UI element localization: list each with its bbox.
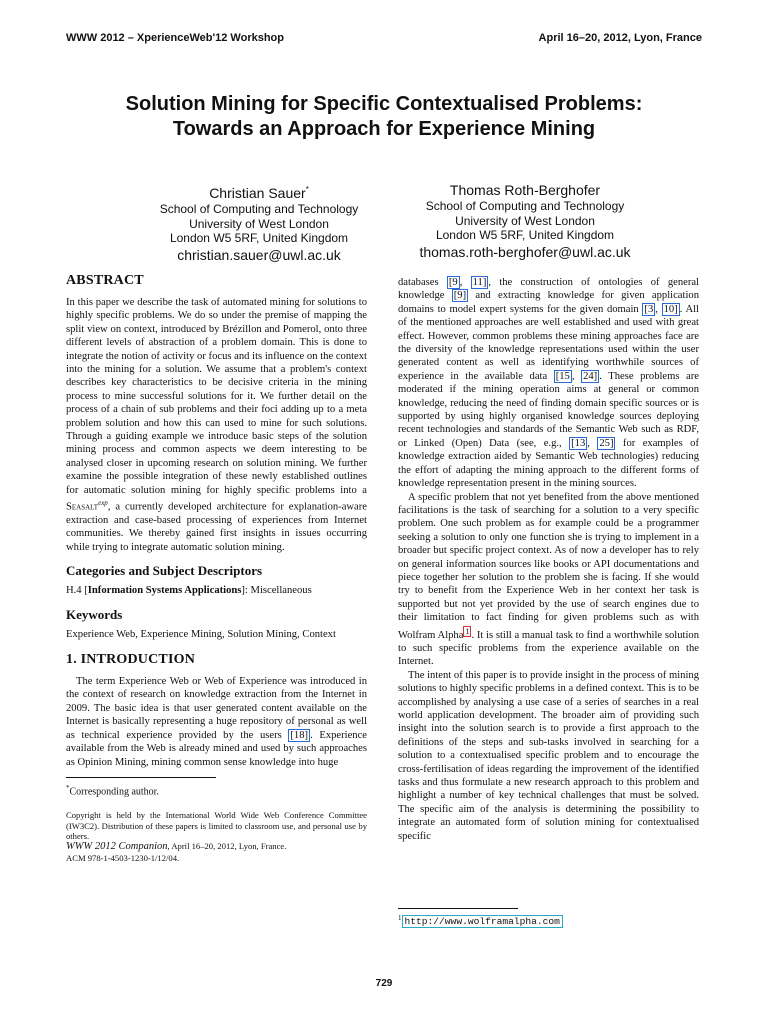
keywords-heading: Keywords [66,606,123,622]
author-block-2 [370,181,680,261]
author-university: University of West London [455,213,595,228]
title-line-1: Solution Mining for Specific Contextualised Problems: [125,93,643,115]
abstract-heading: ABSTRACT [66,273,144,288]
author-name: Thomas Roth-Berghofer [449,182,601,198]
categories-text: H.4 [Information Systems Applications]: Miscellaneous [66,585,312,597]
author-department: School of Computing and Technology [425,199,625,213]
page-number: 729 [375,978,393,989]
footnote-url-link[interactable]: http://www.wolframalpha.com [402,915,563,928]
citation-link[interactable]: [18] [290,729,309,741]
seasalt-name: Seasalt [66,501,99,513]
footnote-link[interactable]: 1 [465,626,470,636]
corresponding-mark: * [305,185,309,194]
author-block-1 [104,181,414,264]
footnote-right [398,908,699,928]
citation-link[interactable]: [3 [644,303,654,315]
footnote-rule [66,777,216,778]
abstract-paragraph: In this paper we describe the task of automated mining for solutions to highly specific problems. We do so under the premise of mapping the split view on context, introduced by Brézillon and Pomerol, onto three different levels of abstraction of a problem domain. This is done to integrate the notion of activity or focus and its influence on the context into the mining for a solution. We assume that a problem's context describes key characteristics to be decisive criteria in the mining process to mine successful solutions for it. We further detail on the process of a chain of sub problems and their foci adding up to a meta problem solution and how this can used to mine for such solutions. Through a guiding example we introduce basic steps of the solution mining process and common aspects we deem interesting to be analysed closer in upcoming research on solution mining. We further examine the possible integration of these newly established outlines for automatic solution mining for highly specific problems into a Seasalt$^{exp}$, a currently developed architecture for explanation-aware extraction and case-based processing of experiences from Internet communities. We thereby gained first insights in issues occurring while trying to integrate automatic solution mining. [66,297,367,553]
paper-title [40,92,728,142]
introduction-paragraph: The term Experience Web or Web of Experience was introduced in the context of research on knowledge extraction from the Internet in 2009. The basic idea is that user generated content available on the Internet is basically representing a huge repository of personal as well as technical experience provided by the users [18] . Experience available from the Web is already mined and used by such approaches as Opinion Mining, mining common sense knowledge into huge [66,676,367,768]
author-university: University of West London [189,216,329,231]
citation-link[interactable]: [13 [571,437,586,449]
seasalt-superscript: exp [98,499,108,508]
left-column [66,272,367,863]
body-paragraph: A specific problem that not yet benefited from the above mentioned facilitations is the task of searching for a solution to a very specific problem. One such problem as for example could be a programmer seeking a solution to only one function she is trying to implement in a broader but specific project context. As of now a developer has to rely on general information sources like books or API documentations and piece together her solution to the problem she is facing. If she would try to benefit from the Experience Web in her context her task is supported but not yet provided by the use of search engines due to their limitation to fact finding for given problems such as with Wolfram Alpha $^1$ . It is still a manual task to find a worthwhile solution to such specific problems from the experience available on the Internet. [398,491,700,668]
footnote-number: 1 [398,914,402,922]
citation-link[interactable]: [15 [555,370,570,382]
citation-link[interactable]: 11] [472,277,487,288]
title-line-2: Towards an Approach for Experience Mining [172,118,596,140]
author-email: christian.sauer@uwl.ac.uk [177,246,341,263]
right-column [398,276,699,843]
author-address: London W5 5RF, United Kingdom [169,231,349,245]
categories-heading: Categories and Subject Descriptors [66,563,263,579]
author-email: thomas.roth-berghofer@uwl.ac.uk [419,243,631,260]
companion-name: WWW 2012 Companion [66,841,168,853]
citation-link[interactable]: [9] [453,290,467,302]
running-header-left: WWW 2012 – XperienceWeb'12 Workshop [66,32,284,44]
author-name: Christian Sauer [209,185,306,201]
author-department: School of Computing and Technology [159,202,359,216]
running-header-right: April 16–20, 2012, Lyon, France [538,32,702,44]
citation-link[interactable]: 25] [599,437,614,449]
keywords-text: Experience Web, Experience Mining, Solution Mining, Context [66,628,336,640]
copyright-notice: Copyright is held by the International World Wide Web Conference Committee (IW3C2). Distribution of these papers is limited to classroom use, and personal use by others. WWW 2012 Companion, April 16–20, 2012, Lyon, France. ACM 978-1-4503-1230-1/12/04. [66,810,367,863]
citation-link[interactable]: 10] [663,303,678,315]
footnote-corresponding: *Corresponding author. [66,783,159,798]
footnote-rule [398,908,518,909]
citation-link[interactable]: [9 [448,277,458,288]
introduction-heading: 1. INTRODUCTION [66,652,196,668]
body-paragraph: The intent of this paper is to provide insight in the process of mining solutions to highly specific problems in a defined context. This is to be accomplished by analysing a use case of a series of searches in a real world application development. The broader aim of providing such insight into the solution search is to provide a first approach to the definitions of the steps and sub-tasks involved in searching for a solution to a contextualised specific problem and to encourage the cross-fertilisation of ideas regarding the improvement of the identified tasks and thus formulate a new research approach to this problem and highlight a number of key technical challenges that must be solved. The specific aim of the analysis is determining the possibility to integrate an automated form of solution mining for contextualised specific [398,669,699,842]
author-address: London W5 5RF, United Kingdom [435,228,615,242]
author-name-line [104,181,414,202]
continued-paragraph: databases [9 , 11] , the construction of ontologies of general knowledge [9] and extracting knowledge for given application domains to model expert systems for the given domain [3 , 10] . All of the mentioned approaches are well established and used with great effect. However, common problems these mining approaches face are the diversity of the knowledge representations used within the user generated content as well as identifying worthwhile sources of experience in the available data [15 , 24] . These problems are moderated if the mining operation aims at general or common knowledge, reducing the need of finding domain specific sources or is supported by using highly organised knowledge sources deploying recent technologies and standards of the Semantic Web such as RDF, or Linked (Open) Data (see, e.g., [13 , 25] for examples of knowledge extraction aided by Semantic Web technologies) reducing the effort of adapting the mining approach to the different forms of knowledge representation present in the mining sources. [398,277,700,490]
citation-link[interactable]: 24] [583,370,598,382]
